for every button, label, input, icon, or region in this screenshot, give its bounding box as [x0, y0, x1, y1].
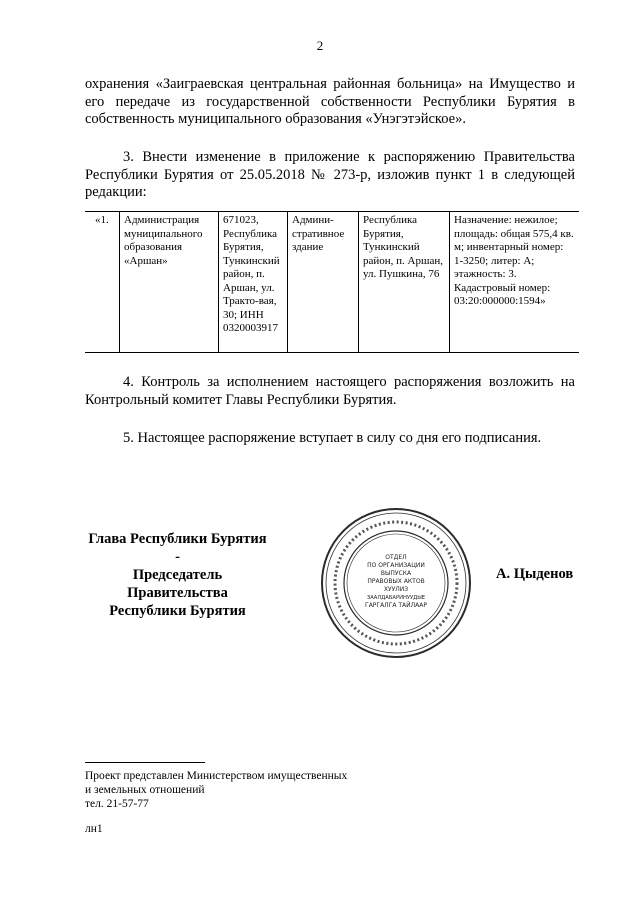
- seal-text: ВЫПУСКА: [380, 570, 412, 577]
- footnote-code: лн1: [85, 823, 103, 835]
- official-seal: [318, 505, 474, 661]
- signatory-name: А. Цыденов: [496, 566, 574, 582]
- seal-text: ПО ОРГАНИЗАЦИИ: [367, 562, 425, 569]
- seal-text: ОТДЕЛ: [385, 554, 407, 561]
- footnote-divider: [85, 762, 205, 763]
- seal-text: ПРАВОВЫХ АКТОВ: [367, 578, 425, 585]
- seal-text: ХУУЛИЗ: [383, 586, 409, 593]
- cell-holder-address: 671023, Республика Бурятия, Тункинский район, п. Аршан, ул. Тракто-вая, 30; ИНН 0320003917: [219, 212, 288, 353]
- paragraph-item-4: 4. Контроль за исполнением настоящего распоряжения возложить на Контрольный комитет Главы Республики Бурятия.: [85, 374, 575, 408]
- cell-number: «1.: [85, 212, 120, 353]
- seal-text: ЗААЛДАБАРИНУУДЫЕ: [366, 595, 426, 601]
- paragraph-item-3: 3. Внести изменение в приложение к распоряжению Правительства Республики Бурятия от 25.05.2018 № 273-р, изложив пункт 1 в следующей редакции:: [85, 149, 575, 200]
- footnote-line: и земельных отношений: [85, 784, 205, 796]
- signatory-title-line: Председатель Правительства: [127, 567, 228, 601]
- footnote-phone: тел. 21-57-77: [85, 798, 149, 810]
- footnote-line: Проект представлен Министерством имущественных: [85, 770, 348, 782]
- seal-text: ГАРГАЛГА ТАЙЛААР: [365, 602, 427, 609]
- amendment-table: [85, 211, 579, 353]
- page-number: 2: [316, 38, 324, 53]
- paragraph-item-5: 5. Настоящее распоряжение вступает в силу со дня его подписания.: [123, 430, 542, 446]
- cell-holder: Администрация муниципального образования «Аршан»: [120, 212, 219, 353]
- cell-object-address: Республика Бурятия, Тункинский район, п. Аршан, ул. Пушкина, 76: [359, 212, 450, 353]
- cell-object-name: Админи-стративное здание: [288, 212, 359, 353]
- paragraph-continuation: охранения «Заиграевская центральная районная больница» на Имущество и его передаче из государственной собственности Республики Бурятия в собственность муниципального образования «Унэгэтэйское».: [85, 76, 575, 127]
- signatory-title-line: Глава Республики Бурятия -: [88, 531, 267, 565]
- cell-details: Назначение: нежилое; площадь: общая 575,4 кв. м; инвентарный номер: 1-3250; литер: А; этажность: 3. Кадастровый номер: 03:20:000000:1594»: [450, 212, 580, 353]
- table-row: [85, 212, 579, 353]
- signatory-title-line: Республики Бурятия: [109, 603, 246, 619]
- signatory-title: [85, 530, 270, 620]
